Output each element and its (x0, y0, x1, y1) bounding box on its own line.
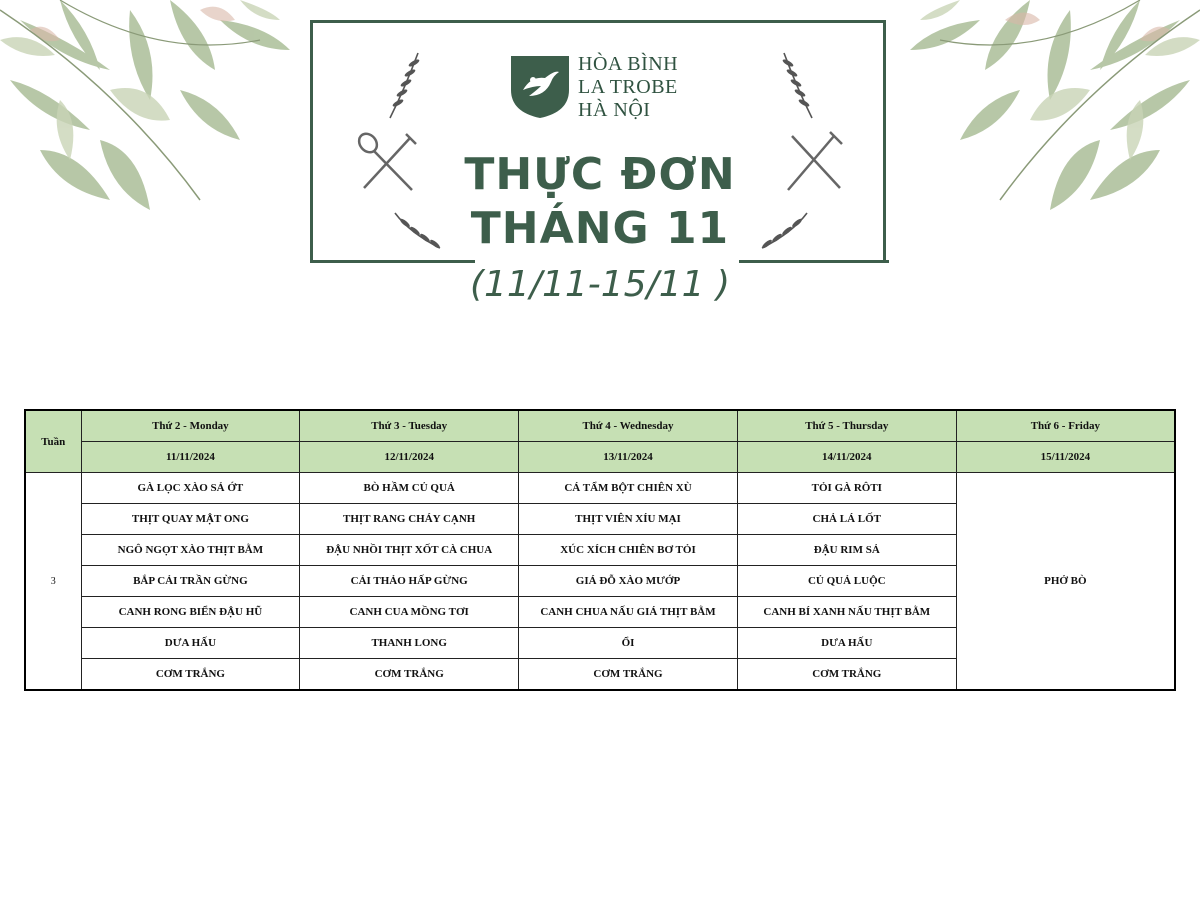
school-name-line3: HÀ NỘI (578, 99, 651, 121)
week-header: Tuần (25, 410, 81, 473)
day-name-monday: Thứ 2 - Monday (81, 410, 300, 442)
dish-cell: CƠM TRẮNG (519, 659, 738, 691)
dish-cell: CHẢ LÁ LỐT (737, 504, 956, 535)
dish-cell: THỊT QUAY MẬT ONG (81, 504, 300, 535)
dish-cell: CANH RONG BIỂN ĐẬU HŨ (81, 597, 300, 628)
date-tuesday: 12/11/2024 (300, 442, 519, 473)
dish-cell: THỊT VIÊN XÍU MẠI (519, 504, 738, 535)
leaf-decoration-right (900, 0, 1200, 230)
day-name-wednesday: Thứ 4 - Wednesday (519, 410, 738, 442)
dish-cell: ĐẬU RIM SẢ (737, 535, 956, 566)
title-frame-bottom-right (739, 260, 889, 263)
dish-cell: CANH CHUA NẤU GIÁ THỊT BẰM (519, 597, 738, 628)
dish-cell: XÚC XÍCH CHIÊN BƠ TỎI (519, 535, 738, 566)
day-name-tuesday: Thứ 3 - Tuesday (300, 410, 519, 442)
dish-cell: DƯA HẤU (81, 628, 300, 659)
date-monday: 11/11/2024 (81, 442, 300, 473)
dish-cell: DƯA HẤU (737, 628, 956, 659)
page-title-line2: THÁNG 11 (470, 203, 730, 254)
page-title-line1: THỰC ĐƠN (464, 149, 736, 200)
dish-cell: ĐẬU NHỒI THỊT XỐT CÀ CHUA (300, 535, 519, 566)
friday-dish: PHỞ BÒ (956, 473, 1175, 691)
school-name-line1: HÒA BÌNH (578, 53, 679, 75)
dish-cell: CƠM TRẮNG (81, 659, 300, 691)
dish-cell: CỦ QUẢ LUỘC (737, 566, 956, 597)
dish-cell: NGÔ NGỌT XÀO THỊT BẰM (81, 535, 300, 566)
dish-cell: CƠM TRẮNG (300, 659, 519, 691)
table-row (25, 473, 1175, 504)
dish-cell: CANH CUA MỒNG TƠI (300, 597, 519, 628)
school-name (578, 53, 678, 122)
dish-cell: BẮP CẢI TRẦN GỪNG (81, 566, 300, 597)
dish-cell: ỔI (519, 628, 738, 659)
day-name-friday: Thứ 6 - Friday (956, 410, 1175, 442)
school-name-line2: LA TROBE (578, 76, 678, 98)
day-header-row (25, 410, 1175, 442)
week-number: 3 (25, 473, 81, 691)
date-range: (11/11-15/11 ) (469, 264, 730, 305)
dish-cell: THỊT RANG CHÁY CẠNH (300, 504, 519, 535)
menu-table (24, 409, 1176, 691)
school-logo-icon (511, 56, 569, 118)
dish-cell: CƠM TRẮNG (737, 659, 956, 691)
day-name-thursday: Thứ 5 - Thursday (737, 410, 956, 442)
date-wednesday: 13/11/2024 (519, 442, 738, 473)
dish-cell: GÀ LỌC XÀO SẢ ỚT (81, 473, 300, 504)
dish-cell: THANH LONG (300, 628, 519, 659)
dish-cell: BÒ HẦM CỦ QUẢ (300, 473, 519, 504)
date-friday: 15/11/2024 (956, 442, 1175, 473)
dish-cell: TỎI GÀ RÔTI (737, 473, 956, 504)
leaf-decoration-left (0, 0, 300, 230)
date-header-row (25, 442, 1175, 473)
dish-cell: GIÁ ĐỖ XÀO MƯỚP (519, 566, 738, 597)
dish-cell: CÁ TẨM BỘT CHIÊN XÙ (519, 473, 738, 504)
date-thursday: 14/11/2024 (737, 442, 956, 473)
dish-cell: CANH BÍ XANH NẤU THỊT BẰM (737, 597, 956, 628)
title-frame-bottom-left (310, 260, 475, 263)
dish-cell: CẢI THẢO HẤP GỪNG (300, 566, 519, 597)
